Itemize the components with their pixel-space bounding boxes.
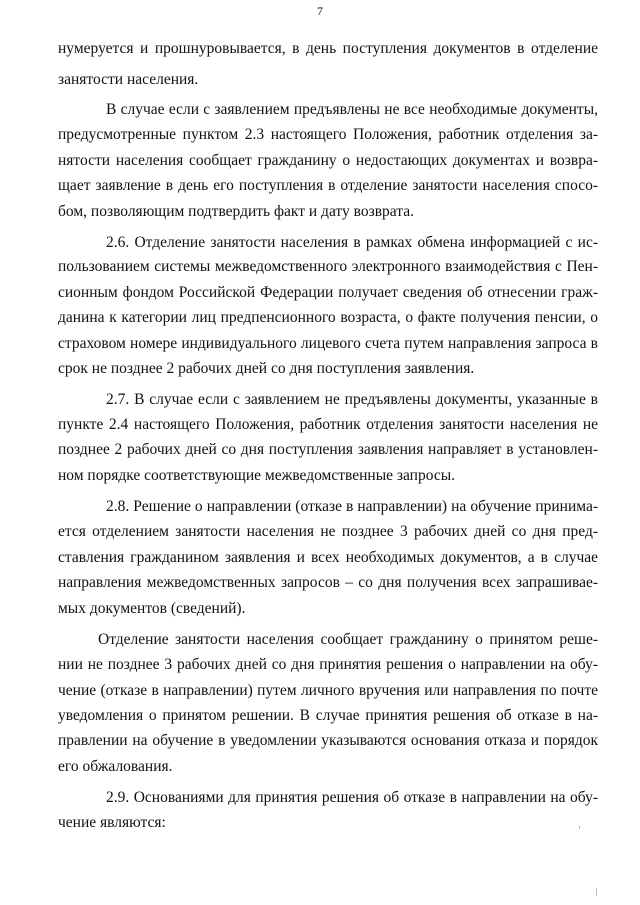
text-line: ном порядке соответствующие межведомственные запросы. bbox=[58, 467, 456, 484]
scan-artifact bbox=[596, 888, 597, 896]
text-line: бом, позволяющим подтвердить факт и дату возврата. bbox=[58, 203, 414, 220]
text-line: 2.6. Отделение занятости населения в рамках обмена информацией с ис- bbox=[106, 234, 598, 251]
text-line: 2.9. Основаниями для принятия решения об отказе в направлении на обу- bbox=[106, 789, 598, 806]
text-line: 2.7. В случае если с заявлением не предъявлены документы, указанные в bbox=[106, 391, 598, 408]
text-line: направления межведомственных запросов – со дня получения всех запрашивае- bbox=[58, 574, 598, 591]
text-line: щает заявление в день его поступления в отделение занятости населения спосо- bbox=[58, 177, 598, 194]
text-line: ется отделением занятости населения не позднее 3 рабочих дней со дня пред- bbox=[58, 523, 598, 540]
text-line: нятости населения сообщает гражданину о недостающих документах и возвра- bbox=[58, 152, 598, 169]
text-line: 2.8. Решение о направлении (отказе в направлении) на обучение принима- bbox=[106, 498, 598, 515]
text-line: его обжалования. bbox=[58, 758, 173, 775]
text-line: страховом номере индивидуального лицевого счета путем направления запроса в bbox=[58, 335, 598, 352]
scan-artifact bbox=[579, 826, 580, 829]
text-line: В случае если с заявлением предъявлены не все необходимые документы, bbox=[106, 101, 598, 118]
text-line: пункте 2.4 настоящего Положения, работник отделения занятости населения не bbox=[58, 416, 598, 433]
text-line: чение (отказе в направлении) путем личного вручения или направления по почте bbox=[58, 682, 598, 699]
text-line: сионным фондом Российской Федерации получает сведения об отнесении граж- bbox=[58, 284, 598, 301]
text-line: нии не позднее 3 рабочих дней со дня принятия решения о направлении на обу- bbox=[58, 656, 598, 673]
text-line: данина к категории лиц предпенсионного возраста, о факте получения пенсии, о bbox=[58, 309, 598, 326]
text-line: пользованием системы межведомственного электронного взаимодействия с Пен- bbox=[58, 258, 598, 275]
page-number: 7 bbox=[317, 4, 323, 18]
text-line: правлении на обучение в уведомлении указываются основания отказа и порядок bbox=[58, 732, 598, 749]
text-line: позднее 2 рабочих дней со дня поступления заявления направляет в установлен- bbox=[58, 441, 598, 458]
text-line: Отделение занятости населения сообщает гражданину о принятом реше- bbox=[98, 631, 598, 648]
text-line: срок не позднее 2 рабочих дней со дня поступления заявления. bbox=[58, 360, 475, 377]
text-line: предусмотренные пунктом 2.3 настоящего Положения, работник отделения за- bbox=[58, 126, 598, 143]
text-line: занятости населения. bbox=[58, 71, 199, 88]
text-line: уведомления о принятом решении. В случае принятия решения об отказе в на- bbox=[58, 707, 598, 724]
text-line: мых документов (сведений). bbox=[58, 600, 246, 617]
text-line: нумеруется и прошнуровывается, в день поступления документов в отделение bbox=[58, 40, 598, 57]
text-line: ставления гражданином заявления и всех необходимых документов, а в случае bbox=[58, 549, 598, 566]
text-line: чение являются: bbox=[58, 814, 166, 831]
